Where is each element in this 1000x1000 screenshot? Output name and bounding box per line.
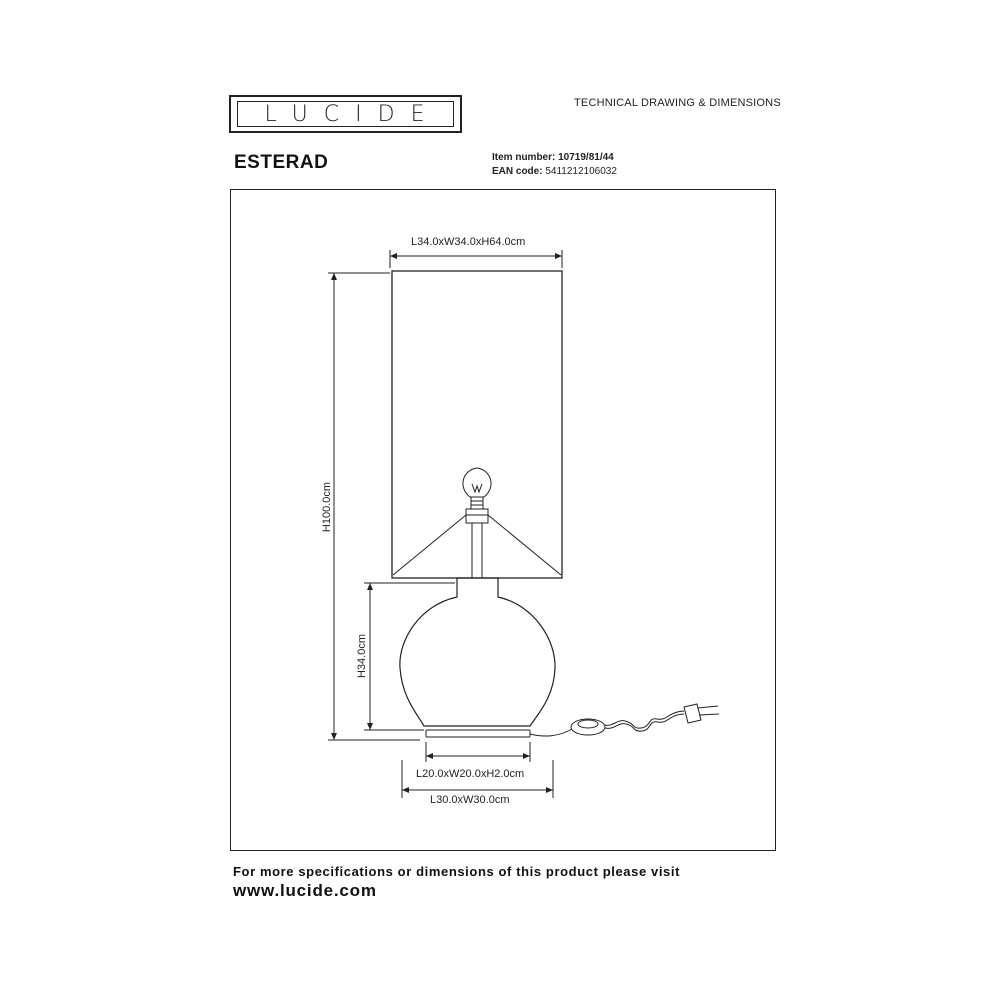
foot-dimension-label: L20.0xW20.0xH2.0cm xyxy=(416,768,525,780)
foot-switch xyxy=(571,719,605,735)
item-number-label: Item number: xyxy=(492,152,556,163)
document-type-label: TECHNICAL DRAWING & DIMENSIONS xyxy=(574,97,781,109)
shade-dimension-label: L34.0xW34.0xH64.0cm xyxy=(411,236,526,248)
bulb-icon xyxy=(463,468,491,509)
ean-code-label: EAN code: xyxy=(492,166,543,177)
base-footprint-label: L30.0xW30.0cm xyxy=(430,794,510,806)
shade-spider-right xyxy=(488,515,561,575)
plug-icon xyxy=(684,704,719,723)
ean-code-value: 5411212106032 xyxy=(545,166,617,177)
logo-text: LUCIDE xyxy=(264,102,441,127)
lamp-socket xyxy=(466,509,488,523)
shade-spider-left xyxy=(393,515,466,575)
website-link[interactable]: www.lucide.com xyxy=(233,881,377,900)
item-number-value: 10719/81/44 xyxy=(558,152,614,163)
total-height-label: H100.0cm xyxy=(321,481,333,533)
base-height-label: H34.0cm xyxy=(356,633,368,679)
power-cord xyxy=(530,729,572,736)
lamp-shade xyxy=(392,271,562,578)
product-name: ESTERAD xyxy=(234,152,329,173)
footer-note: For more specifications or dimensions of this product please visit xyxy=(233,864,681,879)
foot-plate xyxy=(426,730,530,737)
glass-base xyxy=(400,578,555,726)
